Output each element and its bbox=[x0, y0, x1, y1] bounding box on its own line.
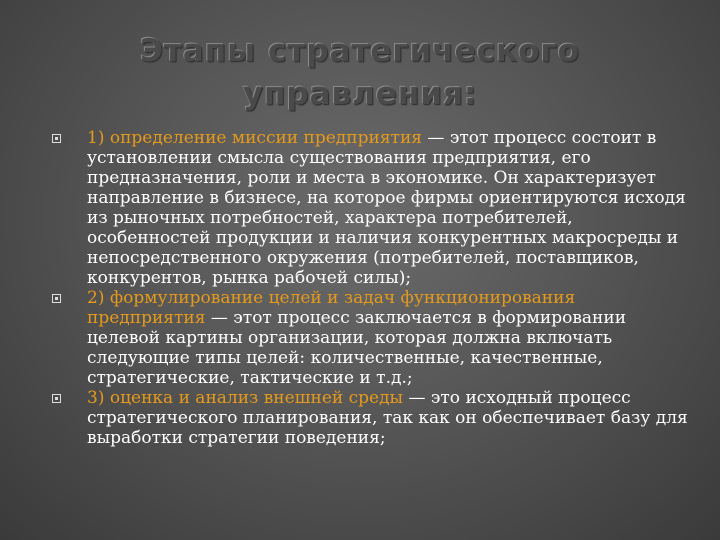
bullet-list bbox=[52, 128, 692, 448]
list-item bbox=[52, 128, 692, 288]
list-item-text: — это исходный процесс стратегического планирования, так как он обеспечивает базу для выработки стратегии поведения; bbox=[87, 388, 688, 448]
list-item-text: — этот процесс состоит в установлении смысла существования предприятия, его предназначения, роли и места в экономике. Он характеризует направление в бизнесе, на которое фирмы ориентируются исходя из рыночных потребностей, характера потребителей, особенностей продукции и наличия конкурентных макросреды и непосредственного окружения (потребителей, поставщиков, конкурентов, рынка рабочей силы); bbox=[87, 128, 686, 288]
list-item-highlight: 1) определение миссии предприятия bbox=[87, 128, 423, 148]
square-bullet-icon bbox=[52, 294, 61, 303]
list-item bbox=[52, 388, 692, 448]
slide-title-line-2: управления: bbox=[242, 76, 478, 112]
list-item-highlight: 2) формулирование целей и задач функционирования предприятия bbox=[87, 288, 576, 328]
slide-title bbox=[0, 30, 720, 116]
list-item-highlight: 3) оценка и анализ внешней среды bbox=[87, 388, 404, 408]
list-item-text: — этот процесс заключается в формировании целевой картины организации, которая должна включать следующие типы целей: количественные, качественные, стратегические, тактические и т.д.; bbox=[87, 308, 627, 388]
list-item bbox=[52, 288, 692, 388]
square-bullet-icon bbox=[52, 134, 61, 143]
slide-title-line-1: Этапы стратегического bbox=[140, 33, 580, 69]
square-bullet-icon bbox=[52, 394, 61, 403]
